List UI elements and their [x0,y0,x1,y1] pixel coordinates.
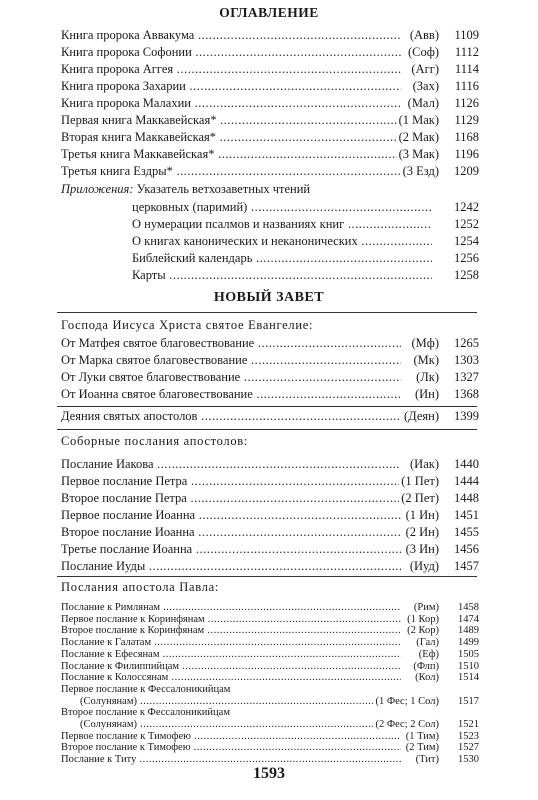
toc-entry [0,602,538,614]
toc-entry [0,130,538,146]
appendix-first-line2: церковных (паримий) ..... [132,200,432,215]
entry-title: Послание Иуды ..... [61,559,401,574]
entry-abbr: (Агг) [411,62,439,76]
entry-page: 1444 [454,474,479,488]
entry-page: 1514 [458,672,479,684]
toc-entry [0,684,538,696]
entry-page: 1209 [454,164,479,178]
toc-entry [0,525,538,541]
toc-entry [0,707,538,719]
entry-page: 1399 [454,409,479,423]
entry-title: Первое послание к Коринфянам ..... [61,614,401,625]
toc-entry [0,696,538,708]
entry-title: Третье послание Иоанна ..... [61,542,401,557]
entry-title: Библейский календарь ..... [132,251,432,266]
appendix-first-line1: Указатель ветхозаветных чтений [136,182,311,196]
entry-title: (Солунянам) ..... [80,719,400,730]
entry-abbr: (Рим) [413,602,439,613]
entry-abbr: (Тит) [415,754,439,766]
entry-title: Книга пророка Захарии ..... [61,79,401,94]
entry-page: 1196 [454,147,479,161]
entry-title: Вторая книга Маккавейская* ..... [61,130,401,145]
toc-entry [0,508,538,524]
toc-entry [0,62,538,78]
entry-title: Книга пророка Малахии ..... [61,96,401,111]
divider [57,429,477,430]
toc-entry [0,719,538,731]
entry-page: 1129 [454,113,479,127]
entry-title: Карты ..... [132,268,432,283]
entry-abbr: (1 Пет) [401,474,439,488]
entry-title: Послание к Римлянам ..... [61,602,401,613]
entry-page: 1368 [454,387,479,401]
entry-page: 1254 [454,234,479,248]
entry-page: 1527 [458,742,479,754]
entry-title: Первое послание Петра ..... [61,474,401,489]
entry-page: 1252 [454,217,479,231]
entry-page: 1489 [458,625,479,637]
entry-title: Второе послание Петра ..... [61,491,401,506]
toc-entry [0,731,538,743]
entry-abbr: (Еф) [418,648,439,660]
toc-entry [0,164,538,180]
entry-page: 1265 [454,336,479,350]
toc-entry [0,370,538,386]
entry-abbr: (Иуд) [409,559,439,573]
section-header: Господа Иисуса Христа святое Евангелие: [61,318,314,332]
entry-page: 1448 [454,491,479,505]
entry-abbr: (3 Езд) [402,164,439,178]
entry-page: 1517 [458,695,479,707]
entry-abbr: (3 Мак) [398,147,439,161]
toc-entry [0,45,538,61]
entry-abbr: (1 Фес; 1 Сол) [375,695,439,707]
toc-entry [0,409,538,425]
entry-title: Книга пророка Аггея ..... [61,62,401,77]
entry-page: 1258 [454,268,479,282]
appendix-entry [0,217,538,233]
entry-abbr: (Зах) [412,79,439,93]
toc-entry [0,672,538,684]
entry-title: Послание к Ефесянам ..... [61,649,401,660]
entry-title: О нумерации псалмов и названиях книг ..... [132,217,432,232]
entry-abbr: (1 Мак) [398,113,439,127]
toc-entry [0,79,538,95]
entry-title: Первая книга Маккавейская* ..... [61,113,401,128]
entry-page: 1303 [454,353,479,367]
entry-title: Второе послание к Фессалоникийцам [61,707,230,719]
entry-title-cont: (Солунянам) ..... [80,696,400,707]
toc-entry [0,637,538,649]
entry-page: 1116 [454,79,479,93]
entry-abbr: (Авв) [409,28,439,42]
entry-page: 1510 [458,660,479,672]
toc-entry [0,353,538,369]
toc-entry [0,754,538,766]
toc-entry [0,614,538,626]
appendix-entry [0,268,538,284]
entry-abbr: (Соф) [407,45,439,59]
section-header: Соборные послания апостолов: [61,434,249,448]
appendix-entry [0,200,538,216]
toc-entry [0,113,538,129]
entry-page: 1440 [454,457,479,471]
entry-title: Первое послание Иоанна ..... [61,508,401,523]
entry-page: 1457 [454,559,479,573]
entry-page: 1242 [454,200,479,214]
entry-abbr: (Иак) [410,457,439,471]
entry-page: 1455 [454,525,479,539]
appendix-entry [0,182,538,198]
divider [57,576,477,577]
appendix-prefix: Приложения: [61,182,134,196]
entry-title: Третья книга Маккавейская* ..... [61,147,401,162]
toc-entry [0,474,538,490]
toc-entry [0,542,538,558]
entry-title: Книга пророка Софонии ..... [61,45,401,60]
toc-title: ОГЛАВЛЕНИЕ [219,5,319,20]
toc-entry [0,96,538,112]
entry-page: 1126 [454,96,479,110]
section-header: Послания апостола Павла: [61,580,220,594]
entry-title: Послание к Галатам ..... [61,637,401,648]
appendix-entry [0,234,538,250]
entry-abbr: (1 Ин) [405,508,439,522]
appendix-entry [0,251,538,267]
toc-entry [0,649,538,661]
entry-title: Третья книга Ездры* ..... [61,164,401,179]
entry-abbr: (Гал) [416,637,439,649]
entry-abbr: (Мф) [411,336,439,350]
entry-abbr: (Деян) [404,409,439,423]
entry-page: 1530 [458,754,479,766]
entry-abbr: (Лк) [416,370,439,384]
entry-page: 1521 [458,719,479,730]
entry-title: О книгах канонических и неканонических ..... [132,234,432,249]
toc-entry [0,457,538,473]
entry-page: 1505 [458,648,479,660]
divider [57,406,477,407]
entry-abbr: (3 Ин) [405,542,439,556]
toc-entry [0,147,538,163]
entry-title: Второе послание к Тимофею ..... [61,742,401,753]
entry-title: Послание Иакова ..... [61,457,401,472]
entry-title: Первое послание к Фессалоникийцам [61,683,231,695]
entry-page: 1523 [458,730,479,742]
entry-page: 1256 [454,251,479,265]
entry-abbr: (Мал) [407,96,439,110]
toc-entry [0,559,538,575]
entry-abbr: (Кол) [415,672,439,684]
nt-title: НОВЫЙ ЗАВЕТ [213,290,325,305]
entry-title: Книга пророка Аввакума ..... [61,28,401,43]
entry-title: Деяния святых апостолов ..... [61,409,401,424]
entry-abbr: (Флп) [413,660,439,672]
toc-entry [0,625,538,637]
entry-abbr: (2 Кор) [407,625,439,637]
entry-title: Второе послание Иоанна ..... [61,525,401,540]
entry-abbr: (2 Ин) [405,525,439,539]
entry-title: Послание к Титу ..... [61,754,401,765]
entry-page: 1451 [454,508,479,522]
entry-abbr: (1 Кор) [407,613,439,625]
entry-page: 1474 [458,613,479,625]
divider [57,312,477,313]
entry-title: От Матфея святое благовествование ..... [61,336,401,351]
entry-title: Первое послание к Тимофею ..... [61,731,401,742]
entry-title: Послание к Колоссянам ..... [61,672,401,683]
entry-abbr: (Мк) [413,353,439,367]
entry-page: 1327 [454,370,479,384]
toc-entry [0,742,538,754]
toc-entry [0,28,538,44]
toc-entry [0,387,538,403]
entry-title: От Иоанна святое благовествование ..... [61,387,401,402]
entry-page: 1112 [454,45,479,59]
entry-abbr: (1 Тим) [405,730,439,742]
entry-page: 1458 [458,602,479,613]
entry-abbr: (2 Фес; 2 Сол) [375,719,439,730]
entry-title: От Луки святое благовествование ..... [61,370,401,385]
toc-entry [0,491,538,507]
toc-entry [0,336,538,352]
entry-abbr: (2 Тим) [405,742,439,754]
entry-page: 1109 [454,28,479,42]
entry-page: 1456 [454,542,479,556]
entry-title: Второе послание к Коринфянам ..... [61,625,401,636]
entry-title: Послание к Филиппийцам ..... [61,661,401,672]
page-number: 1593 [253,765,285,782]
entry-page: 1114 [454,62,479,76]
entry-abbr: (2 Пет) [401,491,439,505]
entry-page: 1499 [458,637,479,649]
entry-abbr: (Ин) [414,387,439,401]
entry-abbr: (2 Мак) [398,130,439,144]
toc-entry [0,661,538,673]
entry-title: От Марка святое благовествование ..... [61,353,401,368]
entry-page: 1168 [454,130,479,144]
